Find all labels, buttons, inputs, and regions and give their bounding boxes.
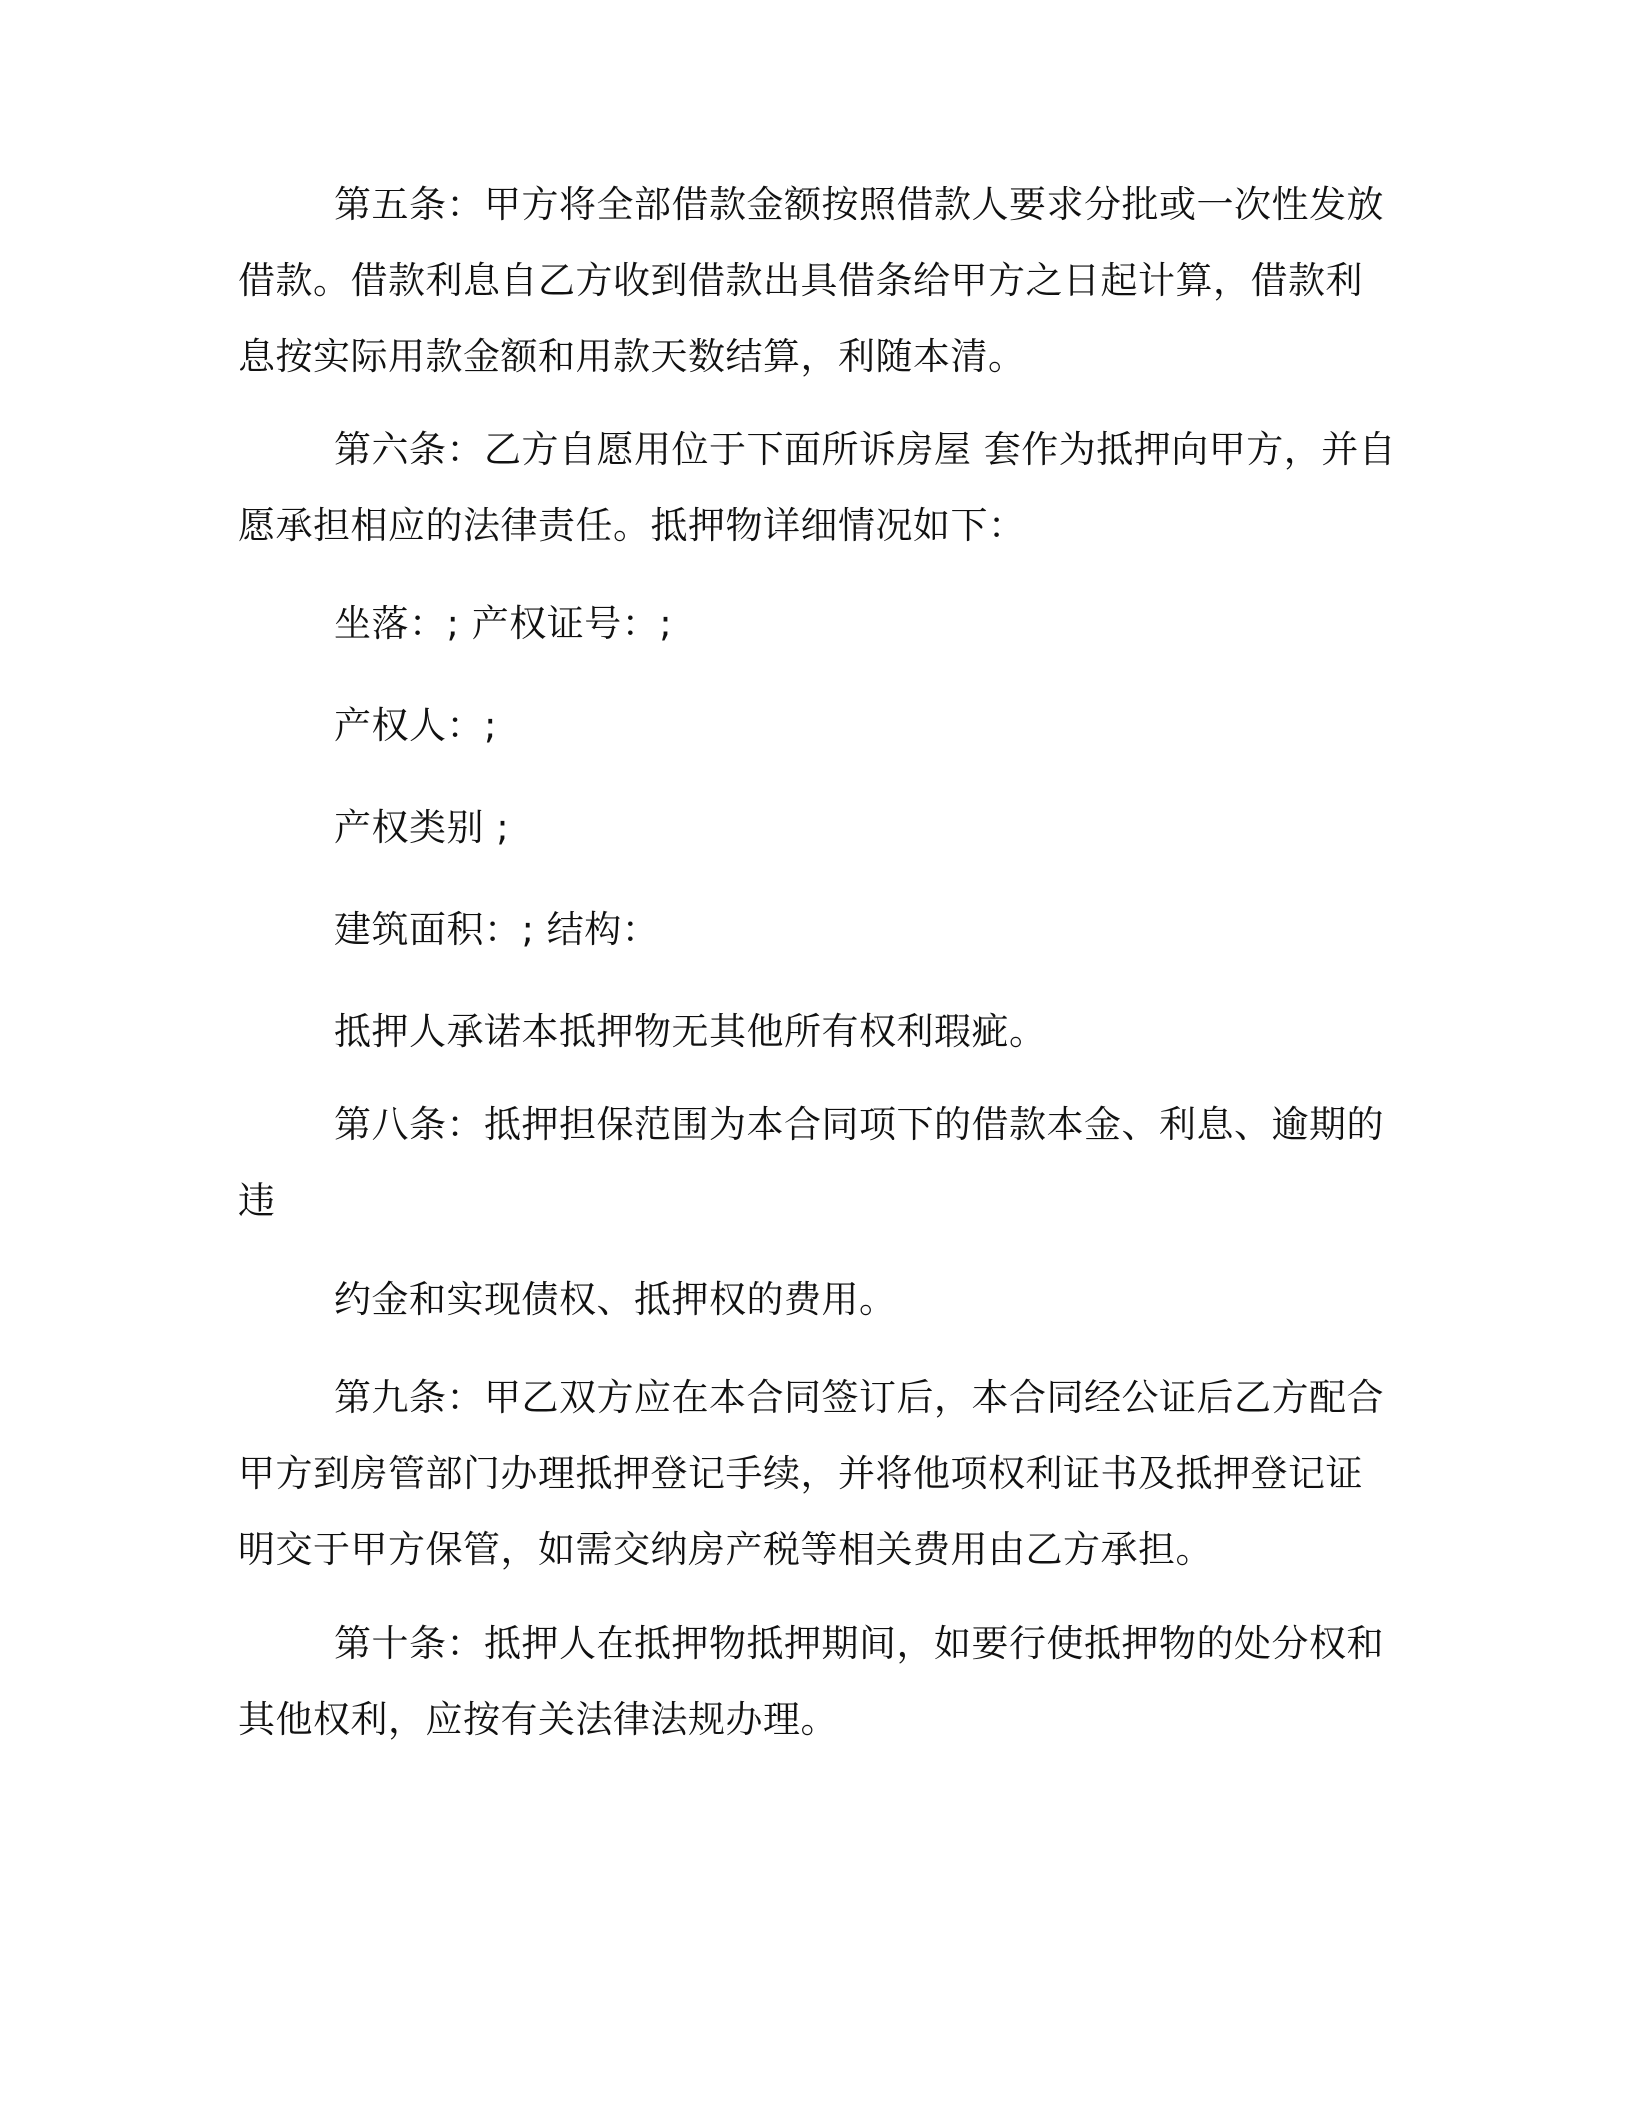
article-8-line-1: 第八条：抵押担保范围为本合同项下的借款本金、利息、逾期的 <box>334 1103 1384 1146</box>
article-5 <box>238 185 1388 377</box>
article-9-line-2: 甲方到房管部门办理抵押登记手续，并将他项权利证书及抵押登记证 <box>238 1452 1363 1495</box>
category-line: 产权类别 ; <box>334 806 510 849</box>
article-6-line-1: 第六条：乙方自愿用位于下面所诉房屋 套作为抵押向甲方，并自 <box>334 428 1397 471</box>
article-5-line-1: 第五条：甲方将全部借款金额按照借款人要求分批或一次性发放 <box>334 183 1384 226</box>
article-9 <box>238 1378 1388 1570</box>
article-10 <box>238 1624 1388 1740</box>
article-9-line-3: 明交于甲方保管，如需交纳房产税等相关费用由乙方承担。 <box>238 1528 1213 1571</box>
article-5-line-3: 息按实际用款金额和用款天数结算，利随本清。 <box>238 335 1026 378</box>
article-8 <box>238 1105 1388 1320</box>
owner-line: 产权人：; <box>334 704 497 747</box>
article-9-line-1: 第九条：甲乙双方应在本合同签订后，本合同经公证后乙方配合 <box>334 1376 1384 1419</box>
article-8-line-2: 违 <box>238 1179 276 1222</box>
area-line: 建筑面积：; 结构： <box>334 908 660 951</box>
location-line: 坐落：; 产权证号：; <box>334 602 673 645</box>
article-10-line-1: 第十条：抵押人在抵押物抵押期间，如要行使抵押物的处分权和 <box>334 1622 1384 1665</box>
article-10-line-2: 其他权利，应按有关法律法规办理。 <box>238 1698 838 1741</box>
article-8-line-3: 约金和实现债权、抵押权的费用。 <box>334 1278 897 1321</box>
commitment-line: 抵押人承诺本抵押物无其他所有权利瑕疵。 <box>334 1010 1047 1053</box>
article-6-line-2: 愿承担相应的法律责任。抵押物详细情况如下： <box>238 504 1026 547</box>
article-5-line-2: 借款。借款利息自乙方收到借款出具借条给甲方之日起计算，借款利 <box>238 259 1363 302</box>
document-body <box>238 183 1397 1741</box>
article-6 <box>238 428 1397 547</box>
